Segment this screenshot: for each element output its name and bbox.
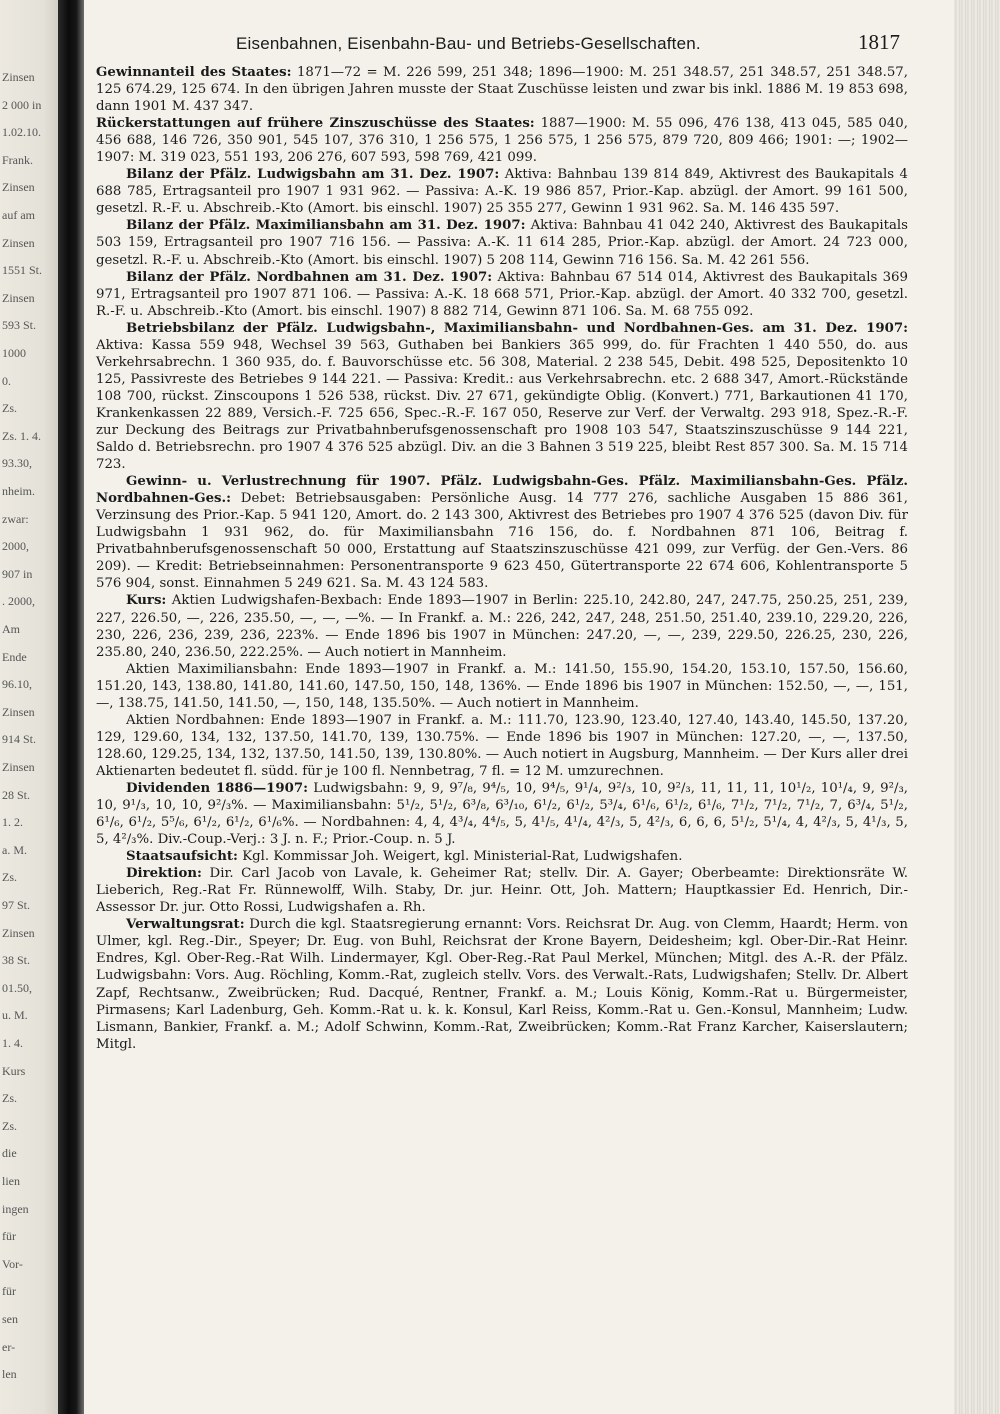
entry-paragraph: [96, 780, 908, 848]
left-page-fragment: Zs.: [2, 401, 17, 416]
left-page-fragment: 01.50,: [2, 980, 32, 995]
left-page-fragment: Am: [2, 622, 20, 636]
entry-text: Aktiva: Bahnbau 67 514 014, Aktivrest des Baukapitals 369 971, Ertragsanteil pro 1907 871 106. — Passiva: A.-K. 18 668 571, Prior.-Kap. abzügl. der Amort. 40 332 700, gesetzl. R.-F. u. Abschreib.-Kto (Amort. bis einschl. 1907) 8 882 714, Gewinn 871 106. Sa. M. 68 755 092.: [96, 269, 908, 319]
entry-text: Aktien Ludwigshafen-Bexbach: Ende 1893—1907 in Berlin: 225.10, 242.80, 247, 247.75, 250.25, 251, 239, 227, 226.50, —, 226, 235.50, —, —, —%. — In Frankf. a. M.: 226, 242, 247, 248, 251.50, 251.40, 239.10, 229.20, 226, 230, 226, 236, 239, 236, 223%. — Ende 1896 bis 1907 in München: 247.20, —, —, 239, 229.50, 226.25, 230, 226, 235.80, 240, 236.50, 222.25%. — Auch notiert in Mannheim.: [96, 593, 908, 660]
left-page-edge: [0, 0, 62, 1414]
entry-label: Staatsaufsicht:: [126, 849, 238, 865]
entry-text: Durch die kgl. Staatsregierung ernannt: Vors. Reichsrat Dr. Aug. von Clemm, Haardt; Herm. von Ulmer, kgl. Reg.-Dir., Speyer; Dr. Eug. von Buhl, Reichsrat der Krone Bayern, Deidesheim; kgl. Ober-Dir.-Rat Heinr. Endres, Kgl. Ober-Reg.-Rat Wilh. Lindermayer, Kgl. Ober-Reg.-Rat Paul Merkel, München; Mitgl. des A.-R. der Pfälz. Ludwigsbahn: Vors. Aug. Röchling, Komm.-Rat, zugleich stellv. Vors. des Verwalt.-Rats, Ludwigshafen; Stellv. Dr. Albert Zapf, Rechtsanw., Zweibrücken; Rud. Dacqué, Rentner, Frankf. a. M.; Louis König, Komm.-Rat u. Bürgermeister, Pirmasens; Karl Ladenburg, Geh. Komm.-Rat u. k. k. Konsul, Karl Reiss, Komm.-Rat u. Gen.-Konsul, Mannheim; Ludw. Lismann, Bankier, Frankf. a. M.; Adolf Schwinn, Komm.-Rat, Zweibrücken; Komm.-Rat Franz Karcher, Kaiserslautern; Mitgl.: [96, 917, 908, 1052]
left-page-fragment: len: [2, 1367, 17, 1382]
page-number: 1817: [858, 30, 900, 54]
entry-paragraph: [96, 115, 908, 166]
entry-paragraph: [96, 473, 908, 592]
left-page-fragment: Zs.: [2, 1091, 17, 1106]
entry-label: Kurs:: [126, 593, 167, 609]
entry-label: Verwaltungsrat:: [126, 917, 245, 933]
entry-label: Bilanz der Pfälz. Ludwigsbahn am 31. Dez. 1907:: [126, 167, 500, 183]
entry-text: 1871—72 = M. 226 599, 251 348; 1896—1900: M. 251 348.57, 251 348.57, 251 348.57, 125 674.29, 125 674. In den übrigen Jahren musste der Staat Zuschüsse leisten und zwar bis inkl. 1886 M. 19 853 698, dann 1901 M. 437 347.: [96, 65, 908, 115]
left-page-fragment: 1551 St.: [2, 263, 43, 278]
entry-text: Dir. Carl Jacob von Lavale, k. Geheimer Rat; stellv. Dir. A. Gayer; Oberbeamte: Direktionsräte W. Lieberich, Reg.-Rat Fr. Rünnewolff, Wilh. Staby, Dr. jur. Heinr. Ott, Joh. Mattern; Hauptkassier Ed. Henrich, Dir.-Assessor Dr. jur. Otto Rossi, Ludwigshafen a. Rh.: [96, 866, 908, 916]
left-page-fragment: er-: [2, 1339, 16, 1354]
left-page-fragment: 1000: [2, 346, 26, 360]
left-page-fragment: 2000,: [2, 539, 29, 554]
entry-label: Gewinnanteil des Staates:: [96, 65, 292, 80]
entry-text: Debet: Betriebsausgaben: Persönliche Ausg. 14 777 276, sachliche Ausgaben 15 886 361, Verzinsung des Prior.-Kap. 5 941 120, Amort. do. 2 143 300, Aktivrest des Betriebes pro 1907 4 376 525 (davon Div. für Ludwigsbahn 1 931 962, do. für Maximiliansbahn 716 156, do. f. Nordbahnen 871 106, Beitrag f. Privatbahnberufsgenossenschaft 50 000, Erstattung auf Staatszinszuschüsse 421 099, zur Verfüg. der Gen.-Vers. 86 209). — Kredit: Betriebseinnahmen: Personentransporte 9 623 450, Gütertransporte 22 674 606, Kohlentransporte 5 576 904, sonst. Einnahmen 5 249 621. Sa. M. 43 124 583.: [96, 491, 908, 592]
left-page-fragment: Vor-: [2, 1256, 23, 1271]
book-gutter: [58, 0, 84, 1414]
entry-text: Aktiva: Bahnbau 41 042 240, Aktivrest des Baukapitals 503 159, Ertragsanteil pro 1907 716 156. — Passiva: A.-K. 11 614 285, Prior.-Kap. abzügl. der Amort. 24 723 000, gesetzl. R.-F. u. Abschreib.-Kto (Amort. bis einschl. 1907) 5 208 114, Gewinn 716 156. Sa. M. 42 261 556.: [96, 218, 908, 268]
left-page-fragment: 2 000 in: [2, 97, 42, 112]
left-page-fragment: . 2000,: [2, 594, 35, 609]
left-page-fragment: 1. 2.: [2, 815, 23, 830]
entry-paragraph: [96, 166, 908, 217]
entry-text: Kgl. Kommissar Joh. Weigert, kgl. Ministerial-Rat, Ludwigshafen.: [242, 849, 683, 865]
left-page-fragment: a. M.: [2, 842, 27, 857]
left-page-fragment: Zinsen: [2, 70, 35, 84]
left-page-fragment: 914 St.: [2, 732, 37, 747]
entry-paragraph: [96, 865, 908, 916]
left-page-fragment: Zinsen: [2, 180, 35, 195]
left-page-fragment: für: [2, 1229, 16, 1244]
left-page-fragment: Zs. 1. 4.: [2, 428, 41, 443]
left-page-fragment: Ende: [2, 649, 27, 664]
entry-text: Aktien Nordbahnen: Ende 1893—1907 in Frankf. a. M.: 111.70, 123.90, 123.40, 127.40, 143.40, 145.50, 137.20, 129, 129.60, 134, 132, 137.50, 141.70, 139, 130.75%. — Ende 1896 bis 1907 in München: 127.20, —, —, 137.50, 128.60, 129.25, 134, 132, 137.50, 141.50, 139, 130.80%. — Auch notiert in Augsburg, Mannheim. — Der Kurs aller drei Aktienarten bedeutet fl. südd. für je 100 fl. Nennbetrag, 7 fl. = 12 M. umzurechnen.: [96, 712, 908, 779]
entry-text: Ludwigsbahn: 9, 9, 9⁷/₈, 9⁴/₅, 10, 9⁴/₅, 9¹/₄, 9²/₃, 10, 9²/₃, 11, 11, 11, 10¹/₂, 10¹/₄, 9, 9²/₃, 10, 9¹/₃, 10, 10, 9²/₃%. — Maximiliansbahn: 5¹/₂, 5¹/₂, 6³/₈, 6³/₁₀, 6¹/₂, 6¹/₂, 5³/₄, 6¹/₆, 6¹/₂, 6¹/₆, 7¹/₂, 7¹/₂, 7¹/₂, 7, 6³/₄, 5¹/₂, 6¹/₆, 6¹/₂, 5⁵/₆, 6¹/₂, 6¹/₂, 6¹/₆%. — Nordbahnen: 4, 4, 4³/₄, 4⁴/₅, 5, 4¹/₅, 4¹/₄, 4²/₃, 5, 4²/₃, 6, 6, 6, 5¹/₂, 5¹/₄, 4, 4²/₃, 5, 4¹/₃, 5, 5, 4²/₃%. Div.-Coup.-Verj.: 3 J. n. F.; Prior.-Coup. n. 5 J.: [96, 780, 909, 848]
entry-label: Bilanz der Pfälz. Nordbahnen am 31. Dez. 1907:: [126, 269, 493, 285]
entry-label: Direktion:: [126, 866, 202, 882]
entry-paragraph: [96, 269, 908, 320]
left-page-fragment: nheim.: [2, 484, 35, 498]
left-page-fragment: 0.: [2, 373, 11, 388]
left-page-fragment: 28 St.: [2, 787, 31, 802]
entry-paragraph: [96, 217, 908, 268]
left-page-fragment: 97 St.: [2, 898, 31, 912]
book-page: [96, 28, 908, 1408]
left-page-fragment: Zinsen: [2, 760, 35, 774]
entry-text: 1887—1900: M. 55 096, 476 138, 413 045, 585 040, 456 688, 146 726, 350 901, 545 107, 376 310, 1 256 575, 1 256 575, 1 256 575, 879 720, 809 466; 1901: —; 1902—1907: M. 319 023, 551 193, 206 276, 607 593, 598 769, 421 099.: [96, 116, 908, 166]
entry-paragraph: [96, 712, 908, 780]
entry-label: Dividenden 1886—1907:: [126, 780, 309, 796]
left-page-fragment: Zinsen: [2, 704, 35, 719]
left-page-fragment: die: [2, 1146, 17, 1161]
left-page-fragment: Zinsen: [2, 290, 35, 305]
entry-paragraph: [96, 592, 908, 660]
entry-label: Gewinn- u. Verlustrechnung für 1907. Pfälz. Ludwigsbahn-Ges. Pfälz. Maximiliansbahn-Ges. Pfälz. Nordbahnen-Ges.:: [96, 474, 908, 507]
entry-paragraph: [96, 661, 908, 712]
entry-text: Aktiva: Bahnbau 139 814 849, Aktivrest des Baukapitals 4 688 785, Ertragsanteil pro 1907 1 931 962. — Passiva: A.-K. 19 986 857, Prior.-Kap. abzügl. der Amort. 99 161 500, gesetzl. R.-F. u. Abschreib.-Kto (Amort. bis einschl. 1907) 25 355 277, Gewinn 1 931 962. Sa. M. 146 435 597.: [96, 167, 908, 217]
running-title: Eisenbahnen, Eisenbahn-Bau- und Betriebs-Gesellschaften.: [236, 34, 701, 53]
left-page-fragment: Zinsen: [2, 235, 35, 250]
left-page-fragment: sen: [2, 1312, 18, 1326]
left-page-fragment: Frank.: [2, 152, 33, 167]
left-page-fragment: 1.02.10.: [2, 125, 41, 140]
page-body: [96, 64, 908, 1053]
entry-label: Rückerstattungen auf frühere Zinszuschüsse des Staates:: [96, 116, 535, 132]
entry-text: Aktiva: Kassa 559 948, Wechsel 39 563, Guthaben bei Bankiers 365 999, do. für Frachten 1 440 550, do. aus Verkehrsabrechn. 1 360 935, do. f. Bauvorschüsse etc. 56 308, Material. 2 238 545, Debit. 498 525, Depositenkto 10 125, Passivreste des Betriebes 9 144 221. — Passiva: Kredit.: aus Verkehrsabrechn. etc. 2 688 347, Amort.-Rückstände 108 700, rückst. Zinscoupons 1 526 538, rückst. Div. 27 671, gekündigte Oblig. (Konvert.) 771, Barkautionen 41 170, Krankenkassen 22 889, Versich.-F. 725 656, Spec.-R.-F. 167 050, Reserve zur Verf. der Verwaltg. 293 918, Spez.-R.-F. zur Deckung des Beitrags zur Privatbahnberufsgenossenschaft pro 1908 103 547, Staatszinszuschüsse 9 144 221, Saldo d. Betriebsrechn. pro 1907 4 376 525 abzügl. Div. an die 3 Bahnen 3 519 225, bleibt Rest 857 300. Sa. M. 15 714 723.: [96, 337, 908, 473]
left-page-fragment: 593 St.: [2, 318, 37, 333]
left-page-fragment: 93.30,: [2, 456, 32, 471]
page-stack-edge: [954, 0, 1000, 1414]
left-page-fragment: 1. 4.: [2, 1036, 23, 1050]
left-page-fragment: auf am: [2, 208, 35, 222]
left-page-fragment: 96.10,: [2, 677, 32, 692]
running-header: [96, 28, 908, 64]
entry-paragraph: [96, 916, 908, 1052]
left-page-fragment: 907 in: [2, 566, 33, 581]
left-page-fragment: Zs.: [2, 870, 17, 885]
left-page-fragment: zwar:: [2, 511, 29, 526]
left-page-fragment: Zinsen: [2, 925, 35, 940]
entry-label: Betriebsbilanz der Pfälz. Ludwigsbahn-, Maximiliansbahn- und Nordbahnen-Ges. am 31. Dez. 1907:: [126, 320, 908, 336]
entry-text: Aktien Maximiliansbahn: Ende 1893—1907 in Frankf. a. M.: 141.50, 155.90, 154.20, 153.10, 157.50, 156.60, 151.20, 143, 138.80, 141.80, 141.60, 147.50, 150, 148, 136%. — Ende 1896 bis 1907 in München: 152.50, —, —, 151, —, 138.75, 141.50, 141.50, —, 150, 148, 135.50%. — Auch notiert in Mannheim.: [96, 661, 908, 711]
left-page-fragment: lien: [2, 1174, 20, 1188]
left-page-fragment: für: [2, 1284, 16, 1299]
entry-paragraph: [96, 64, 908, 115]
entry-paragraph: [96, 848, 908, 865]
entry-paragraph: [96, 320, 908, 473]
entry-label: Bilanz der Pfälz. Maximiliansbahn am 31. Dez. 1907:: [126, 218, 526, 234]
left-page-fragment: 38 St.: [2, 953, 31, 968]
left-page-fragment: ingen: [2, 1201, 29, 1216]
left-page-fragment: Kurs: [2, 1063, 26, 1078]
left-page-fragment: u. M.: [2, 1008, 28, 1023]
left-page-fragment: Zs.: [2, 1118, 17, 1133]
